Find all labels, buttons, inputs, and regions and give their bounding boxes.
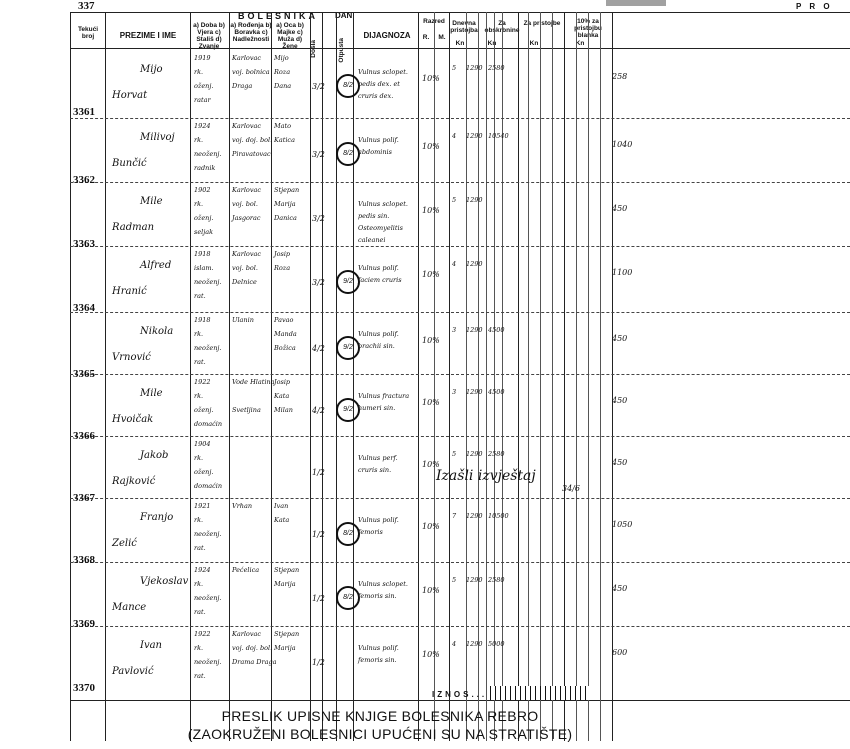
patient-parent-field: Josip [274, 250, 291, 258]
patient-place-field: Delnice [232, 278, 257, 286]
row-separator [70, 312, 850, 313]
caption-line-1: PRESLIK UPISNE KNJIGE BOLESNIKA REBRO [221, 708, 539, 724]
row-number: 3366 [73, 430, 95, 442]
class-rate: 10% [422, 74, 440, 83]
patient-place-field: Drama Draga [232, 658, 277, 666]
header-dijagnoza: DIJAGNOZA [363, 31, 411, 40]
header-otpusta: Otpusta [338, 38, 345, 63]
patient-dob-field: 1919 [194, 54, 211, 62]
days-count: 5 [452, 450, 457, 458]
patient-place-field: voj. bol. [232, 200, 258, 208]
patient-parent-field: Stjepan [274, 566, 300, 574]
patient-first-name: Milivoj [140, 132, 175, 143]
col-border [70, 12, 71, 741]
patient-parent-field: Stjepan [274, 186, 300, 194]
patient-dob-field: neoženj. [194, 530, 222, 538]
class-rate: 10% [422, 522, 440, 531]
patient-place-field: Karlovac [232, 122, 262, 130]
diagnosis-line: femoris sin. [358, 656, 397, 664]
patient-place-field: Piravatovac [232, 150, 271, 158]
pro-header: P R O [796, 2, 833, 11]
patient-dob-field: rat. [194, 292, 206, 300]
discharge-circle: 8/2 [336, 586, 360, 610]
row-separator [70, 436, 850, 437]
class-rate: 10% [422, 650, 440, 659]
class-rate: 10% [422, 206, 440, 215]
patient-place-field: voj. doj. bol. [232, 644, 273, 652]
header-dnevna-pristojba: Dnevna pristojba [450, 20, 478, 34]
patient-dob-field: islam. [194, 264, 214, 272]
patient-parent-field: Danica [274, 214, 297, 222]
patient-dob-field: neoženj. [194, 278, 222, 286]
patient-surname: Pavlović [112, 666, 154, 677]
class-rate: 10% [422, 142, 440, 151]
row-total: 600 [612, 648, 628, 657]
diagnosis-line: brachii sin. [358, 342, 395, 350]
days-count: 3 [452, 326, 457, 334]
patient-first-name: Mijo [140, 64, 163, 75]
header-razred-m: M. [438, 34, 446, 41]
diagnosis-line: cruris dex. [358, 92, 394, 100]
col-border [552, 12, 553, 741]
col-border [190, 12, 191, 741]
discharge-circle: 9/2 [336, 398, 360, 422]
row-number: 3369 [73, 618, 95, 630]
patient-dob-field: rk. [194, 580, 204, 588]
table-top-border [70, 12, 850, 13]
days-count: 3 [452, 388, 457, 396]
arrival-date: 3/2 [312, 82, 325, 91]
patient-dob-field: rk. [194, 644, 204, 652]
row-separator [70, 374, 850, 375]
patient-dob-field: 1922 [194, 378, 211, 386]
discharge-circle: 8/2 [336, 522, 360, 546]
col-border [564, 12, 565, 741]
arrival-date: 1/2 [312, 658, 325, 667]
class-rate: 10% [422, 270, 440, 279]
row-number: 3370 [73, 682, 95, 694]
patient-parent-field: Josip [274, 378, 291, 386]
header-kn-2: Kn [487, 40, 497, 47]
diagnosis-line: Vulnus polif. [358, 264, 399, 272]
diagnosis-line: humeri sin. [358, 404, 396, 412]
patient-place-field: Karlovac [232, 630, 262, 638]
patient-surname: Zelić [112, 538, 137, 549]
care-fee: 2580 [488, 450, 505, 458]
patient-dob-field: oženj. [194, 406, 214, 414]
header-razred: Razred [423, 18, 445, 25]
handwritten-note: Izašli izvještaj [436, 468, 536, 484]
arrival-date: 3/2 [312, 214, 325, 223]
patient-first-name: Vjekoslav [140, 576, 189, 587]
patient-dob-field: 1924 [194, 122, 211, 130]
patient-dob-field: rat. [194, 358, 206, 366]
patient-dob-field: ratar [194, 96, 211, 104]
col-border [353, 12, 354, 741]
page-number: 337 [78, 0, 95, 12]
col-border [486, 12, 487, 741]
patient-parent-field: Dana [274, 82, 292, 90]
class-rate: 10% [422, 398, 440, 407]
patient-surname: Horvat [112, 90, 148, 101]
col-border [105, 12, 106, 741]
patient-dob-field: neoženj. [194, 150, 222, 158]
diagnosis-line: pedis sin. [358, 212, 390, 220]
patient-surname: Hvoičak [112, 414, 154, 425]
header-razred-r: R. [422, 34, 430, 41]
col-border [612, 12, 613, 741]
patient-dob-field: rk. [194, 516, 204, 524]
col-border [518, 12, 519, 741]
days-count: 4 [452, 260, 457, 268]
patient-parent-field: Pavao [274, 316, 294, 324]
row-separator [70, 562, 850, 563]
diagnosis-line: cruris sin. [358, 466, 392, 474]
patient-surname: Mance [112, 602, 147, 613]
col-border [478, 12, 479, 741]
daily-fee: 1290 [466, 576, 483, 584]
row-number: 3368 [73, 554, 95, 566]
discharge-circle: 8/2 [336, 142, 360, 166]
patient-first-name: Franjo [140, 512, 174, 523]
diagnosis-line: abdominis [358, 148, 392, 156]
patient-dob-field: rk. [194, 392, 204, 400]
col-border [600, 12, 601, 741]
row-number: 3367 [73, 492, 95, 504]
row-separator [70, 182, 850, 183]
row-number: 3363 [73, 238, 95, 250]
patient-place-field: voj. doj. bol. [232, 136, 273, 144]
discharge-circle: 9/2 [336, 270, 360, 294]
patient-parent-field: Marija [274, 200, 296, 208]
patient-parent-field: Ivan [274, 502, 289, 510]
daily-fee: 1290 [466, 260, 483, 268]
diagnosis-line: caleanei [358, 236, 386, 244]
col-border [588, 12, 589, 741]
diagnosis-line: Vulnus fractura [358, 392, 410, 400]
care-fee: 4500 [488, 388, 505, 396]
patient-dob-field: oženj. [194, 82, 214, 90]
row-number: 3365 [73, 368, 95, 380]
header-kn-3: Kn [529, 40, 539, 47]
daily-fee: 1290 [466, 512, 483, 520]
diagnosis-line: femoris sin. [358, 592, 397, 600]
diagnosis-line: Vulnus polif. [358, 516, 399, 524]
patient-surname: Hranić [112, 286, 147, 297]
patient-dob-field: 1922 [194, 630, 211, 638]
patient-parent-field: Roza [274, 264, 291, 272]
row-separator [70, 118, 850, 119]
patient-place-field: Draga [232, 82, 253, 90]
row-total: 450 [612, 458, 628, 467]
patient-parent-field: Kata [274, 516, 290, 524]
patient-dob-field: 1921 [194, 502, 211, 510]
patient-dob-field: neoženj. [194, 594, 222, 602]
patient-dob-field: 1904 [194, 440, 211, 448]
col-border [502, 12, 503, 741]
patient-parent-field: Kata [274, 392, 290, 400]
patient-dob-field: oženj. [194, 468, 214, 476]
patient-dob-field: rk. [194, 136, 204, 144]
class-rate: 10% [422, 460, 440, 469]
col-border [322, 12, 323, 741]
days-count: 5 [452, 64, 457, 72]
daily-fee: 1290 [466, 64, 483, 72]
patient-dob-field: rk. [194, 200, 204, 208]
arrival-date: 1/2 [312, 530, 325, 539]
row-number: 3361 [73, 106, 95, 118]
patient-first-name: Jakob [140, 450, 169, 461]
patient-parent-field: Mijo [274, 54, 289, 62]
row-total: 450 [612, 204, 628, 213]
diagnosis-line: Vulnus polif. [358, 330, 399, 338]
col-border [434, 12, 435, 741]
patient-surname: Rajković [112, 476, 156, 487]
days-count: 4 [452, 132, 457, 140]
row-separator [70, 498, 850, 499]
header-mjesto: a) Rođenja b) Boravka c) Nadležnosti [230, 22, 272, 43]
care-fee: 10540 [488, 132, 509, 140]
col-border [449, 12, 450, 741]
patient-dob-field: radnik [194, 164, 216, 172]
patient-place-field: Karlovac [232, 186, 262, 194]
diagnosis-line: Vulnus polif. [358, 136, 399, 144]
header-tekuci-broj: Tekući broj [77, 26, 99, 40]
caption-line-2: (ZAOKRUŽENI BOLESNICI UPUĆENI SU NA STRATIŠTE) [187, 726, 573, 742]
patient-first-name: Mile [140, 388, 163, 399]
patient-dob-field: 1918 [194, 316, 211, 324]
patient-dob-field: rat. [194, 608, 206, 616]
diagnosis-line: Vulnus sclopet. [358, 200, 408, 208]
row-total: 450 [612, 334, 628, 343]
patient-dob-field: 1918 [194, 250, 211, 258]
patient-parent-field: Manda [274, 330, 297, 338]
iznos-total-columns [490, 686, 590, 700]
patient-dob-field: oženj. [194, 214, 214, 222]
patient-dob-field: 1902 [194, 186, 211, 194]
header-dob: a) Doba b) Vjera c) Stališ d) Zvanje [193, 22, 225, 50]
patient-dob-field: seljak [194, 228, 214, 236]
patient-first-name: Ivan [140, 640, 163, 651]
diagnosis-line: Vulnus perf. [358, 454, 398, 462]
care-fee: 5000 [488, 640, 505, 648]
days-count: 5 [452, 576, 457, 584]
iznos-label: IZNOS... [432, 690, 488, 699]
diagnosis-line: Vulnus sclopet. [358, 580, 408, 588]
patient-dob-field: rat. [194, 544, 206, 552]
col-border [271, 12, 272, 741]
patient-dob-field: rk. [194, 330, 204, 338]
patient-place-field: Jasgorac [232, 214, 261, 222]
col-border [540, 12, 541, 741]
care-fee: 2580 [488, 64, 505, 72]
discharge-circle: 9/2 [336, 336, 360, 360]
patient-parent-field: Roza [274, 68, 291, 76]
daily-fee: 1290 [466, 326, 483, 334]
discharge-circle: 8/2 [336, 74, 360, 98]
header-ime: a) Oca b) Majke c) Muža d) Žene [276, 22, 304, 50]
diagnosis-line: Vulnus sclopet. [358, 68, 408, 76]
col-border [336, 12, 337, 741]
patient-place-field: Karlovac [232, 54, 262, 62]
days-count: 5 [452, 196, 457, 204]
days-count: 4 [452, 640, 457, 648]
row-total: 258 [612, 72, 628, 81]
patient-first-name: Alfred [140, 260, 172, 271]
row-total: 1100 [612, 268, 633, 277]
col-border [310, 12, 311, 741]
col-border [418, 12, 419, 741]
patient-parent-field: Stjepan [274, 630, 300, 638]
diagnosis-line: femoris [358, 528, 383, 536]
arrival-date: 3/2 [312, 278, 325, 287]
row-separator [70, 246, 850, 247]
header-kn-4: Kn [575, 40, 585, 47]
patient-place-field: Ulanin [232, 316, 254, 324]
arrival-date: 1/2 [312, 594, 325, 603]
arrival-date: 4/2 [312, 406, 325, 415]
col-border [466, 12, 467, 741]
patient-parent-field: Marija [274, 580, 296, 588]
patient-place-field: Karlovac [232, 250, 262, 258]
patient-parent-field: Milan [274, 406, 293, 414]
row-total: 1050 [612, 520, 633, 529]
header-naplata: 10% za pristojbu blanka [574, 18, 602, 39]
patient-place-field: Vrhan [232, 502, 253, 510]
row-total: 1040 [612, 140, 633, 149]
patient-place-field: voj. bolnica [232, 68, 270, 76]
patient-dob-field: domaćin [194, 420, 223, 428]
header-prezime-ime: PREZIME I IME [119, 31, 177, 40]
patient-dob-field: 1924 [194, 566, 211, 574]
patient-place-field: voj. bol. [232, 264, 258, 272]
table-title: BOLESNIKA [238, 11, 319, 21]
header-kn-1: Kn [455, 40, 465, 47]
daily-fee: 1290 [466, 132, 483, 140]
diagnosis-line: pedis dex. et [358, 80, 400, 88]
patient-dob-field: rk. [194, 68, 204, 76]
patient-parent-field: Božica [274, 344, 296, 352]
table-bottom-border [70, 700, 850, 701]
diagnosis-line: Osteomyelitis [358, 224, 403, 232]
header-dosla: Došla [310, 40, 317, 58]
arrival-date: 1/2 [312, 468, 325, 477]
days-count: 7 [452, 512, 457, 520]
header-bottom-border [70, 48, 850, 49]
dan-header: DAN [335, 11, 353, 20]
daily-fee: 1290 [466, 196, 483, 204]
patient-place-field: Pećelica [232, 566, 260, 574]
patient-parent-field: Marija [274, 644, 296, 652]
patient-surname: Bunčić [112, 158, 147, 169]
header-za-pristojbe: Za pristojbe [523, 20, 561, 27]
class-rate: 10% [422, 336, 440, 345]
patient-parent-field: Mato [274, 122, 292, 130]
patient-dob-field: rat. [194, 672, 206, 680]
handwritten-number: 34/6 [562, 484, 580, 493]
patient-parent-field: Katica [274, 136, 295, 144]
arrival-date: 4/2 [312, 344, 325, 353]
patient-first-name: Nikola [140, 326, 174, 337]
patient-dob-field: neoženj. [194, 344, 222, 352]
patient-first-name: Mile [140, 196, 163, 207]
care-fee: 4500 [488, 326, 505, 334]
patient-dob-field: domaćin [194, 482, 223, 490]
col-border [576, 12, 577, 741]
row-number: 3362 [73, 174, 95, 186]
patient-dob-field: neoženj. [194, 658, 222, 666]
row-total: 450 [612, 584, 628, 593]
patient-place-field: Svetljina [232, 406, 261, 414]
daily-fee: 1290 [466, 388, 483, 396]
header-za-obskrbnine: Za obskrbnine [484, 20, 520, 34]
row-separator [70, 626, 850, 627]
row-number: 3364 [73, 302, 95, 314]
patient-place-field: Vode Hlatina [232, 378, 275, 386]
patient-dob-field: rk. [194, 454, 204, 462]
col-border [229, 12, 230, 741]
row-total: 450 [612, 396, 628, 405]
care-fee: 2580 [488, 576, 505, 584]
care-fee: 10500 [488, 512, 509, 520]
patient-surname: Vrnović [112, 352, 151, 363]
arrival-date: 3/2 [312, 150, 325, 159]
daily-fee: 1290 [466, 640, 483, 648]
diagnosis-line: Vulnus polif. [358, 644, 399, 652]
class-rate: 10% [422, 586, 440, 595]
scan-smudge [606, 0, 666, 6]
col-border [494, 12, 495, 741]
col-border [528, 12, 529, 741]
daily-fee: 1290 [466, 450, 483, 458]
patient-surname: Radman [112, 222, 155, 233]
diagnosis-line: faciem cruris [358, 276, 402, 284]
